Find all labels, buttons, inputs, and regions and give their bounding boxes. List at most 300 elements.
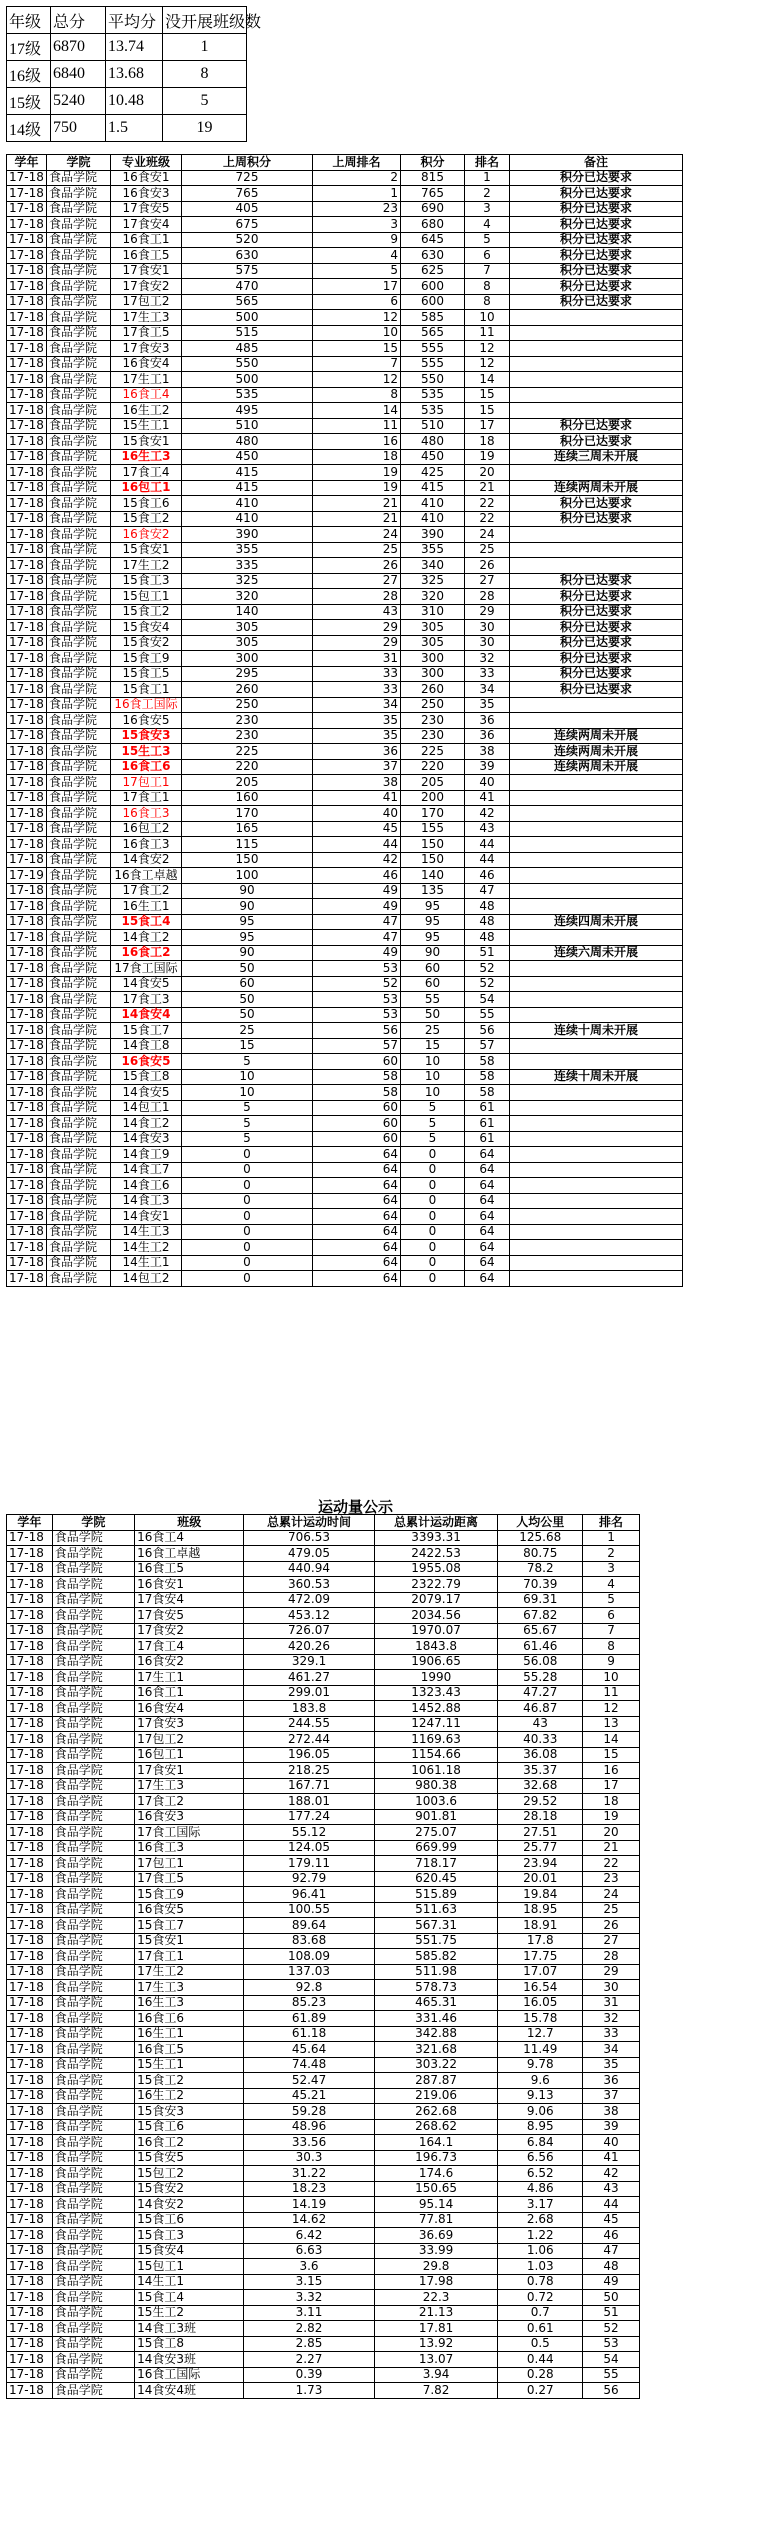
table-cell: 55 bbox=[583, 2367, 640, 2383]
table-cell: 33 bbox=[583, 2026, 640, 2042]
table-row bbox=[7, 2135, 640, 2151]
table-cell: 17-18 bbox=[7, 558, 47, 574]
table-cell: 42 bbox=[313, 852, 401, 868]
table-cell: 7.82 bbox=[374, 2383, 498, 2399]
table-cell: 食品学院 bbox=[47, 620, 111, 636]
table-cell: 9.78 bbox=[498, 2057, 583, 2073]
table-cell bbox=[510, 372, 683, 388]
table-row bbox=[7, 2119, 640, 2135]
table-cell: 食品学院 bbox=[52, 1778, 134, 1794]
table-cell: 17食工5 bbox=[111, 325, 182, 341]
table-cell: 食品学院 bbox=[52, 1794, 134, 1810]
table-row bbox=[7, 2104, 640, 2120]
table-cell: 0 bbox=[401, 1162, 465, 1178]
table-cell: 16食安4 bbox=[111, 356, 182, 372]
table-cell: 17-18 bbox=[7, 248, 47, 264]
table-cell: 专业班级 bbox=[111, 155, 182, 171]
table-cell bbox=[510, 806, 683, 822]
table-cell: 19 bbox=[313, 480, 401, 496]
table-cell: 108.09 bbox=[244, 1949, 374, 1965]
table-cell: 积分已达要求 bbox=[510, 232, 683, 248]
table-cell: 9.6 bbox=[498, 2073, 583, 2089]
table-cell: 14食工7 bbox=[111, 1162, 182, 1178]
table-cell: 329.1 bbox=[244, 1654, 374, 1670]
table-cell: 14级 bbox=[7, 115, 51, 142]
table-cell: 食品学院 bbox=[47, 1209, 111, 1225]
table-cell bbox=[510, 930, 683, 946]
table-cell: 600 bbox=[401, 279, 465, 295]
table-cell: 16食工5 bbox=[135, 1561, 244, 1577]
table-cell: 511.63 bbox=[374, 1902, 498, 1918]
table-row bbox=[7, 1085, 683, 1101]
table-cell: 35 bbox=[313, 728, 401, 744]
table-cell: 29 bbox=[583, 1964, 640, 1980]
table-cell: 196.05 bbox=[244, 1747, 374, 1763]
table-cell: 630 bbox=[182, 248, 313, 264]
table-cell: 食品学院 bbox=[47, 1131, 111, 1147]
table-cell: 515 bbox=[182, 325, 313, 341]
table-cell: 355 bbox=[182, 542, 313, 558]
table-cell: 食品学院 bbox=[52, 2305, 134, 2321]
table-cell: 积分已达要求 bbox=[510, 294, 683, 310]
table-cell: 2322.79 bbox=[374, 1577, 498, 1593]
table-cell: 8 bbox=[465, 294, 510, 310]
table-cell: 17 bbox=[313, 279, 401, 295]
table-cell: 9 bbox=[313, 232, 401, 248]
table-cell: 415 bbox=[401, 480, 465, 496]
table-row bbox=[7, 1794, 640, 1810]
table-cell: 食品学院 bbox=[52, 1995, 134, 2011]
table-cell: 0.39 bbox=[244, 2367, 374, 2383]
table-cell: 17食安3 bbox=[111, 341, 182, 357]
table-cell: 连续六周未开展 bbox=[510, 945, 683, 961]
table-row bbox=[7, 1918, 640, 1934]
table-cell: 17-18 bbox=[7, 2166, 53, 2182]
table-cell: 积分已达要求 bbox=[510, 682, 683, 698]
table-cell: 48.96 bbox=[244, 2119, 374, 2135]
table-cell: 食品学院 bbox=[52, 1701, 134, 1717]
table-cell: 7 bbox=[465, 263, 510, 279]
table-cell: 645 bbox=[401, 232, 465, 248]
table-cell: 食品学院 bbox=[52, 1577, 134, 1593]
table-cell: 268.62 bbox=[374, 2119, 498, 2135]
table-cell: 167.71 bbox=[244, 1778, 374, 1794]
table-cell: 46 bbox=[313, 868, 401, 884]
table-cell: 100 bbox=[182, 868, 313, 884]
table-cell: 17-18 bbox=[7, 1887, 53, 1903]
table-cell: 565 bbox=[182, 294, 313, 310]
table-cell: 342.88 bbox=[374, 2026, 498, 2042]
table-cell: 17-18 bbox=[7, 217, 47, 233]
table-cell: 30 bbox=[583, 1980, 640, 1996]
table-cell: 0 bbox=[401, 1271, 465, 1287]
table-cell bbox=[510, 697, 683, 713]
table-row bbox=[7, 2073, 640, 2089]
table-cell: 520 bbox=[182, 232, 313, 248]
table-row bbox=[7, 1685, 640, 1701]
table-cell: 21 bbox=[583, 1840, 640, 1856]
table-cell: 积分已达要求 bbox=[510, 418, 683, 434]
table-cell: 17-18 bbox=[7, 2321, 53, 2337]
table-cell: 17-18 bbox=[7, 620, 47, 636]
table-cell: 2.82 bbox=[244, 2321, 374, 2337]
table-cell: 17-18 bbox=[7, 1778, 53, 1794]
table-row bbox=[7, 1778, 640, 1794]
table-cell: 44 bbox=[583, 2197, 640, 2213]
table-cell: 10 bbox=[182, 1085, 313, 1101]
table-cell bbox=[510, 868, 683, 884]
table-cell: 17-18 bbox=[7, 2352, 53, 2368]
table-cell: 472.09 bbox=[244, 1592, 374, 1608]
table-cell: 17食工5 bbox=[135, 1871, 244, 1887]
table-cell: 14 bbox=[583, 1732, 640, 1748]
table-cell: 450 bbox=[182, 449, 313, 465]
table-cell: 食品学院 bbox=[47, 294, 111, 310]
table-cell: 6.84 bbox=[498, 2135, 583, 2151]
table-cell: 3.17 bbox=[498, 2197, 583, 2213]
table-row bbox=[7, 1670, 640, 1686]
table-cell: 17-18 bbox=[7, 806, 47, 822]
table-cell: 31 bbox=[313, 651, 401, 667]
table-cell: 食品学院 bbox=[47, 992, 111, 1008]
table-cell: 1 bbox=[465, 170, 510, 186]
table-cell: 5 bbox=[182, 1054, 313, 1070]
table-cell: 27 bbox=[465, 573, 510, 589]
table-cell: 食品学院 bbox=[47, 868, 111, 884]
table-cell: 17-18 bbox=[7, 403, 47, 419]
table-cell: 17-18 bbox=[7, 1162, 47, 1178]
table-cell: 669.99 bbox=[374, 1840, 498, 1856]
ranking-header-row bbox=[7, 155, 683, 171]
table-cell: 16食工3 bbox=[111, 837, 182, 853]
table-cell: 0.7 bbox=[498, 2305, 583, 2321]
table-cell: 10 bbox=[182, 1069, 313, 1085]
table-cell: 17-18 bbox=[7, 1240, 47, 1256]
table-cell: 16生工2 bbox=[135, 2088, 244, 2104]
table-row bbox=[7, 2305, 640, 2321]
table-cell: 16级 bbox=[7, 61, 51, 88]
table-cell: 10 bbox=[465, 310, 510, 326]
table-row bbox=[7, 2290, 640, 2306]
exercise-table bbox=[6, 1514, 640, 2399]
table-cell: 355 bbox=[401, 542, 465, 558]
table-cell: 食品学院 bbox=[52, 2228, 134, 2244]
table-cell: 食品学院 bbox=[47, 821, 111, 837]
table-cell: 64 bbox=[465, 1193, 510, 1209]
table-cell: 17包工2 bbox=[135, 1732, 244, 1748]
table-row bbox=[7, 34, 247, 61]
table-cell: 17-18 bbox=[7, 1794, 53, 1810]
table-row bbox=[7, 976, 683, 992]
table-cell: 535 bbox=[401, 387, 465, 403]
table-cell: 17食安2 bbox=[111, 279, 182, 295]
table-cell: 食品学院 bbox=[47, 1224, 111, 1240]
table-cell: 17-18 bbox=[7, 434, 47, 450]
table-cell: 32 bbox=[583, 2011, 640, 2027]
table-cell: 46 bbox=[465, 868, 510, 884]
table-row bbox=[7, 418, 683, 434]
table-cell: 21 bbox=[313, 511, 401, 527]
table-cell: 12 bbox=[583, 1701, 640, 1717]
table-cell: 2034.56 bbox=[374, 1608, 498, 1624]
table-cell: 食品学院 bbox=[47, 465, 111, 481]
table-cell: 22 bbox=[465, 511, 510, 527]
table-cell bbox=[510, 1085, 683, 1101]
table-cell: 56 bbox=[465, 1023, 510, 1039]
table-cell bbox=[510, 1240, 683, 1256]
table-cell: 220 bbox=[182, 759, 313, 775]
table-row bbox=[7, 2026, 640, 2042]
table-cell: 17-18 bbox=[7, 899, 47, 915]
table-cell: 14食安5 bbox=[111, 1085, 182, 1101]
table-cell: 16 bbox=[313, 434, 401, 450]
table-row bbox=[7, 1980, 640, 1996]
table-row bbox=[7, 170, 683, 186]
table-cell: 28 bbox=[583, 1949, 640, 1965]
table-cell: 食品学院 bbox=[47, 263, 111, 279]
table-row bbox=[7, 1592, 640, 1608]
table-row bbox=[7, 2228, 640, 2244]
table-cell: 244.55 bbox=[244, 1716, 374, 1732]
table-cell: 14食工3班 bbox=[135, 2321, 244, 2337]
table-cell: 52 bbox=[465, 976, 510, 992]
table-cell: 585 bbox=[401, 310, 465, 326]
table-cell: 485 bbox=[182, 341, 313, 357]
table-cell: 0.44 bbox=[498, 2352, 583, 2368]
table-cell: 15食工9 bbox=[135, 1887, 244, 1903]
table-cell: 17-18 bbox=[7, 465, 47, 481]
table-row bbox=[7, 310, 683, 326]
table-cell: 17-18 bbox=[7, 2104, 53, 2120]
table-cell: 14包工1 bbox=[111, 1100, 182, 1116]
table-cell: 食品学院 bbox=[52, 2011, 134, 2027]
table-cell: 17-18 bbox=[7, 697, 47, 713]
table-cell: 17-18 bbox=[7, 883, 47, 899]
table-cell: 815 bbox=[401, 170, 465, 186]
table-cell: 14生工1 bbox=[135, 2274, 244, 2290]
table-cell: 15食工6 bbox=[111, 496, 182, 512]
table-cell: 食品学院 bbox=[52, 1918, 134, 1934]
table-cell: 36 bbox=[465, 713, 510, 729]
table-cell: 17-18 bbox=[7, 1856, 53, 1872]
table-cell: 食品学院 bbox=[52, 2057, 134, 2073]
table-cell: 5240 bbox=[51, 88, 106, 115]
table-cell: 15生工1 bbox=[135, 2057, 244, 2073]
table-cell: 1906.65 bbox=[374, 1654, 498, 1670]
table-row bbox=[7, 1178, 683, 1194]
table-cell: 16生工1 bbox=[135, 2026, 244, 2042]
table-cell: 24 bbox=[465, 527, 510, 543]
table-cell: 8 bbox=[313, 387, 401, 403]
table-row bbox=[7, 914, 683, 930]
table-cell: 16包工2 bbox=[111, 821, 182, 837]
table-row bbox=[7, 2042, 640, 2058]
table-cell: 42 bbox=[465, 806, 510, 822]
table-cell: 47.27 bbox=[498, 1685, 583, 1701]
table-cell: 17-18 bbox=[7, 1918, 53, 1934]
table-cell bbox=[510, 465, 683, 481]
table-cell: 17-18 bbox=[7, 1964, 53, 1980]
table-cell: 630 bbox=[401, 248, 465, 264]
table-cell: 205 bbox=[401, 775, 465, 791]
table-cell: 2422.53 bbox=[374, 1546, 498, 1562]
table-cell: 14食安2 bbox=[111, 852, 182, 868]
table-cell: 0.72 bbox=[498, 2290, 583, 2306]
table-cell: 58 bbox=[465, 1069, 510, 1085]
table-cell: 19 bbox=[583, 1809, 640, 1825]
table-cell: 150 bbox=[401, 852, 465, 868]
table-row bbox=[7, 449, 683, 465]
table-cell: 食品学院 bbox=[52, 2166, 134, 2182]
table-cell: 0 bbox=[401, 1147, 465, 1163]
table-cell: 17-18 bbox=[7, 2119, 53, 2135]
table-cell: 425 bbox=[401, 465, 465, 481]
table-cell: 17-18 bbox=[7, 775, 47, 791]
table-cell: 90 bbox=[182, 945, 313, 961]
table-cell: 16食安3 bbox=[135, 1809, 244, 1825]
table-cell: 42 bbox=[583, 2166, 640, 2182]
table-cell: 食品学院 bbox=[52, 2104, 134, 2120]
table-cell: 27.51 bbox=[498, 1825, 583, 1841]
table-cell: 225 bbox=[401, 744, 465, 760]
table-cell: 50 bbox=[182, 1007, 313, 1023]
table-cell: 575 bbox=[182, 263, 313, 279]
table-cell: 22 bbox=[583, 1856, 640, 1872]
table-cell: 17-18 bbox=[7, 790, 47, 806]
table-cell: 551.75 bbox=[374, 1933, 498, 1949]
table-row bbox=[7, 1871, 640, 1887]
table-cell: 44 bbox=[465, 852, 510, 868]
exercise-header-row bbox=[7, 1515, 640, 1531]
table-cell: 食品学院 bbox=[47, 961, 111, 977]
table-cell: 1.22 bbox=[498, 2228, 583, 2244]
table-cell: 食品学院 bbox=[52, 2088, 134, 2104]
table-row bbox=[7, 434, 683, 450]
table-cell: 15 bbox=[182, 1038, 313, 1054]
table-cell: 17-18 bbox=[7, 1654, 53, 1670]
table-cell bbox=[510, 790, 683, 806]
table-cell: 17-18 bbox=[7, 2212, 53, 2228]
table-cell: 410 bbox=[401, 496, 465, 512]
table-cell: 60 bbox=[182, 976, 313, 992]
table-row bbox=[7, 1131, 683, 1147]
table-cell: 14食安3 bbox=[111, 1131, 182, 1147]
table-cell: 95 bbox=[401, 930, 465, 946]
table-cell: 食品学院 bbox=[52, 2042, 134, 2058]
table-cell: 食品学院 bbox=[47, 341, 111, 357]
table-cell: 64 bbox=[465, 1271, 510, 1287]
table-cell: 49 bbox=[313, 945, 401, 961]
table-row bbox=[7, 1193, 683, 1209]
table-row bbox=[7, 868, 683, 884]
table-cell: 5 bbox=[401, 1116, 465, 1132]
table-cell: 16包工1 bbox=[111, 480, 182, 496]
summary-header-row bbox=[7, 7, 247, 34]
table-cell: 17-18 bbox=[7, 356, 47, 372]
table-cell: 食品学院 bbox=[47, 976, 111, 992]
table-cell: 17-18 bbox=[7, 1623, 53, 1639]
table-cell: 17食工1 bbox=[111, 790, 182, 806]
table-cell: 64 bbox=[465, 1255, 510, 1271]
table-cell: 食品学院 bbox=[52, 1980, 134, 1996]
table-cell: 17食工3 bbox=[111, 992, 182, 1008]
table-cell: 积分已达要求 bbox=[510, 201, 683, 217]
table-cell: 230 bbox=[401, 728, 465, 744]
table-cell: 14食工9 bbox=[111, 1147, 182, 1163]
table-cell: 58 bbox=[313, 1069, 401, 1085]
table-cell: 食品学院 bbox=[47, 1100, 111, 1116]
table-cell: 6840 bbox=[51, 61, 106, 88]
table-cell: 18.91 bbox=[498, 1918, 583, 1934]
table-cell: 22 bbox=[465, 496, 510, 512]
table-row bbox=[7, 115, 247, 142]
table-cell: 食品学院 bbox=[47, 325, 111, 341]
table-cell: 321.68 bbox=[374, 2042, 498, 2058]
table-cell: 300 bbox=[401, 666, 465, 682]
table-cell: 80.75 bbox=[498, 1546, 583, 1562]
table-cell: 17-18 bbox=[7, 2336, 53, 2352]
table-cell: 14食安3班 bbox=[135, 2352, 244, 2368]
table-cell: 积分已达要求 bbox=[510, 589, 683, 605]
table-cell: 食品学院 bbox=[47, 434, 111, 450]
table-cell: 17食安5 bbox=[111, 201, 182, 217]
table-cell: 1452.88 bbox=[374, 1701, 498, 1717]
table-cell bbox=[510, 387, 683, 403]
table-row bbox=[7, 728, 683, 744]
table-cell: 5 bbox=[182, 1131, 313, 1147]
table-cell: 16包工1 bbox=[135, 1747, 244, 1763]
table-cell: 食品学院 bbox=[47, 1085, 111, 1101]
table-cell: 410 bbox=[401, 511, 465, 527]
table-cell: 33 bbox=[465, 666, 510, 682]
table-cell: 45.21 bbox=[244, 2088, 374, 2104]
table-cell: 140 bbox=[182, 604, 313, 620]
table-cell: 15食安2 bbox=[135, 2181, 244, 2197]
table-row bbox=[7, 837, 683, 853]
table-cell bbox=[510, 713, 683, 729]
table-cell: 61.46 bbox=[498, 1639, 583, 1655]
table-cell: 64 bbox=[465, 1209, 510, 1225]
table-cell: 60 bbox=[313, 1116, 401, 1132]
table-cell: 15生工3 bbox=[111, 744, 182, 760]
table-row bbox=[7, 992, 683, 1008]
table-cell: 52 bbox=[465, 961, 510, 977]
table-cell: 15 bbox=[583, 1747, 640, 1763]
table-cell: 20.01 bbox=[498, 1871, 583, 1887]
table-cell: 47 bbox=[465, 883, 510, 899]
table-cell: 17.07 bbox=[498, 1964, 583, 1980]
table-cell: 17-18 bbox=[7, 930, 47, 946]
table-cell: 食品学院 bbox=[52, 2274, 134, 2290]
table-cell: 17-18 bbox=[7, 418, 47, 434]
table-cell: 0.78 bbox=[498, 2274, 583, 2290]
table-cell: 13.74 bbox=[106, 34, 163, 61]
table-cell: 0 bbox=[401, 1240, 465, 1256]
table-row bbox=[7, 558, 683, 574]
table-cell: 17-18 bbox=[7, 2026, 53, 2042]
table-cell: 2 bbox=[465, 186, 510, 202]
table-row bbox=[7, 2057, 640, 2073]
table-cell: 17-18 bbox=[7, 2057, 53, 2073]
table-row bbox=[7, 61, 247, 88]
table-cell: 16食安5 bbox=[135, 1902, 244, 1918]
table-cell: 17-18 bbox=[7, 279, 47, 295]
table-cell: 17食安5 bbox=[135, 1608, 244, 1624]
table-cell: 食品学院 bbox=[47, 217, 111, 233]
table-cell: 901.81 bbox=[374, 1809, 498, 1825]
table-cell: 165 bbox=[182, 821, 313, 837]
table-cell: 33 bbox=[313, 682, 401, 698]
